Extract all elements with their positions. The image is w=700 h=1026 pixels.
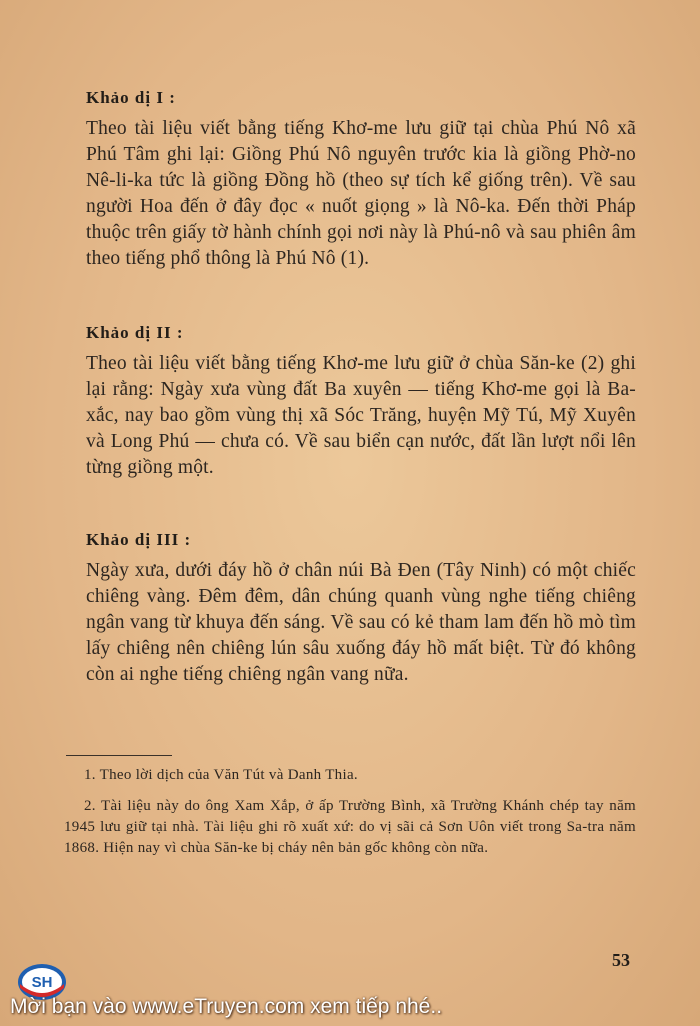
footnote-2: 2. Tài liệu này do ông Xam Xắp, ở ấp Trường Bình, xã Trường Khánh chép tay năm 1945 lưu giữ tại nhà. Tài liệu ghi rõ xuất xứ: do vị sãi cả Sơn Uôn viết trong Sa-tra năm 1868. Hiện nay vì chùa Săn-ke bị cháy nên bản gốc không còn nữa. [64,798,636,856]
watermark-prefix: Mời bạn vào [10,995,133,1018]
watermark-suffix: xem tiếp nhé.. [304,995,443,1018]
section-text-2: Theo tài liệu viết bằng tiếng Khơ-me lưu giữ ở chùa Săn-ke (2) ghi lại rằng: Ngày xưa vùng đất Ba xuyên — tiếng Khơ-me gọi là Ba-xắc, nay bao gồm vùng thị xã Sóc Trăng, huyện Mỹ Tú, Mỹ Xuyên và Long Phú — chưa có. Về sau biển cạn nước, đất lần lượt nổi lên từng giồng một. [86,353,636,478]
section-heading-3: Khảo dị III : [86,530,192,549]
footnote-1: 1. Theo lời dịch của Văn Tút và Danh Thia. [84,767,358,783]
footnote-divider [66,755,172,756]
logo-text: SH [31,974,53,991]
section-text-1: Theo tài liệu viết bằng tiếng Khơ-me lưu giữ tại chùa Phú Nô xã Phú Tâm ghi lại: Giồng Phú Nô nguyên trước kia là giồng Phờ-no Nê-li-ka tức là giồng Đồng hồ (theo sự tích kể giống trên). Về sau người Hoa đến ở đây đọc « nuốt giọng » là Nô-ka. Đến thời Pháp thuộc trên giấy tờ hành chính gọi nơi này là Phú-nô và sau phiên âm theo tiếng phổ thông là Phú Nô (1). [86,118,636,269]
section-heading-2: Khảo dị II : [86,323,184,342]
page-number: 53 [612,950,630,970]
section-text-3: Ngày xưa, dưới đáy hồ ở chân núi Bà Đen (Tây Ninh) có một chiếc chiêng vàng. Đêm đêm, dân chúng quanh vùng nghe tiếng chiêng ngân vang từ khuya đến sáng. Về sau có kẻ tham lam đến hồ mò tìm lấy chiêng nên chiêng lún sâu xuống đáy hồ mất biệt. Từ đó không còn ai nghe tiếng chiêng ngân vang nữa. [86,560,636,685]
watermark-link[interactable]: www.eTruyen.com [132,995,305,1018]
section-heading-1: Khảo dị I : [86,88,176,107]
watermark-banner [0,992,700,1022]
